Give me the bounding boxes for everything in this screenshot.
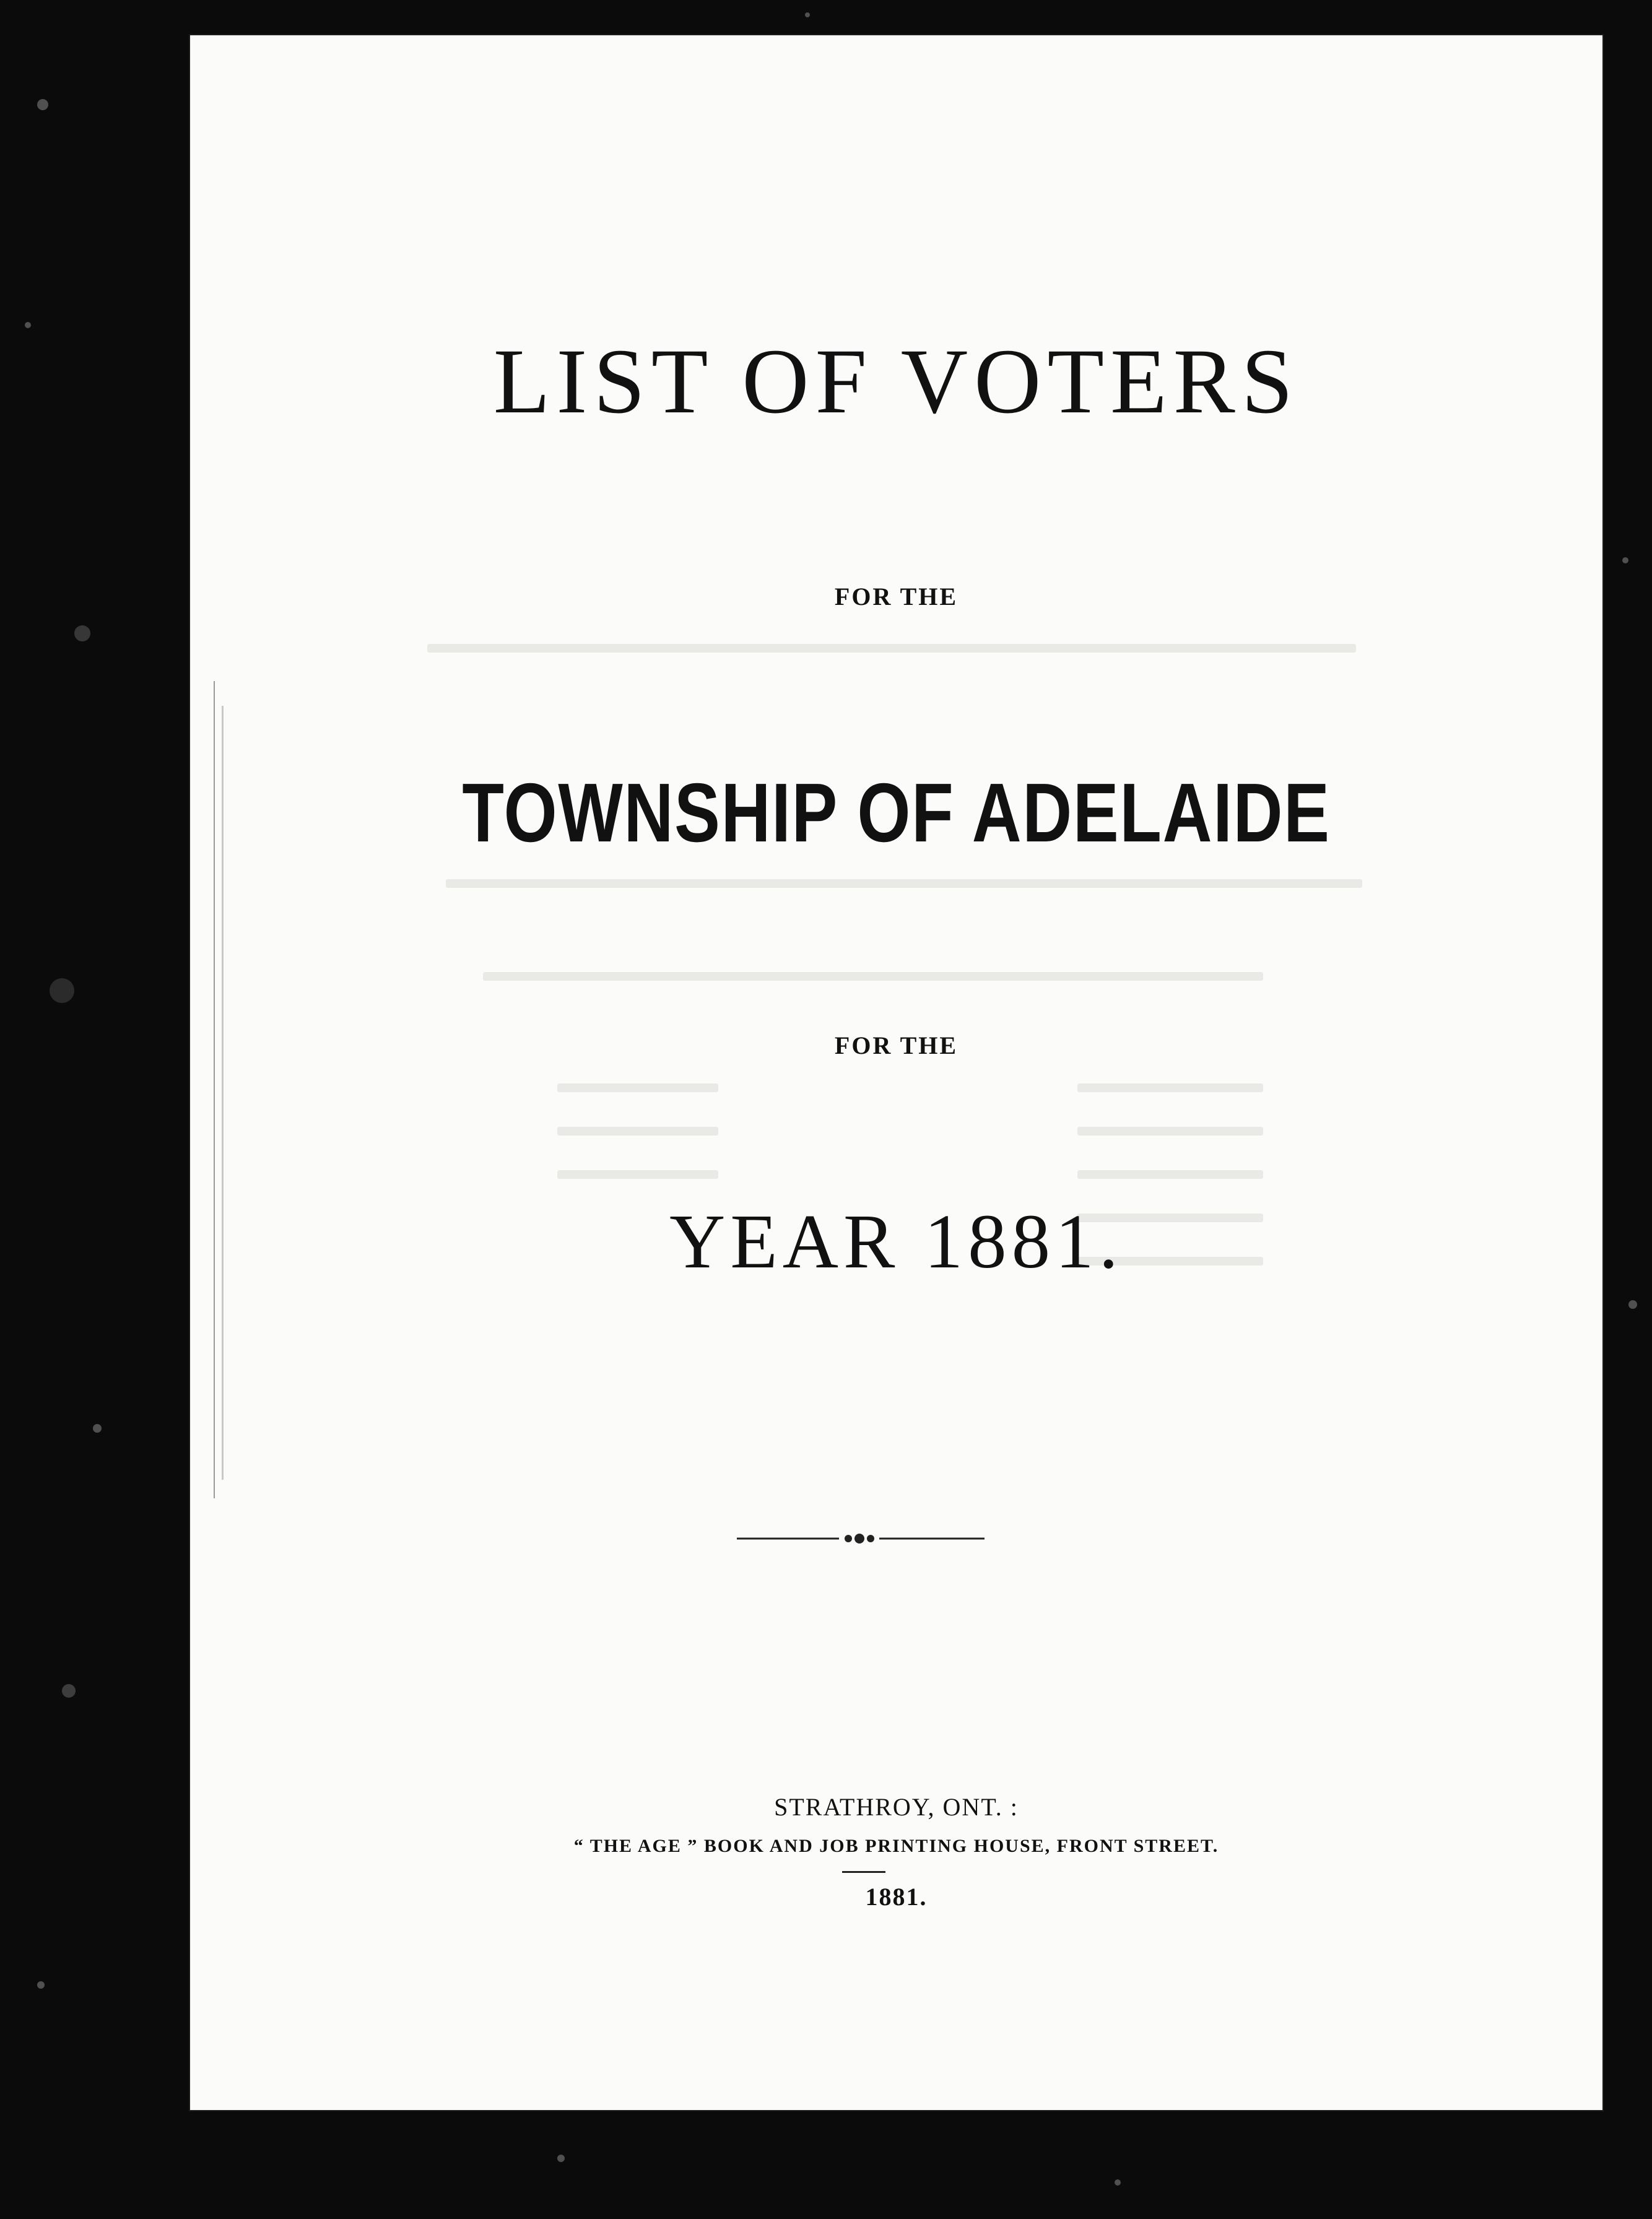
imprint-printing-house: “ THE AGE ” BOOK AND JOB PRINTING HOUSE, FRONT STREET. <box>573 1836 1219 1856</box>
township-name: TOWNSHIP OF ADELAIDE <box>462 766 1331 859</box>
film-speck <box>1115 2179 1121 2186</box>
binding-edge <box>214 681 215 1498</box>
bleed-through-line <box>446 879 1362 888</box>
bleed-through-line <box>1077 1083 1263 1092</box>
film-speck <box>557 2155 565 2162</box>
film-speck <box>1622 557 1628 563</box>
binding-edge <box>222 706 224 1480</box>
for-the-label: FOR THE <box>834 583 959 610</box>
film-speck <box>805 12 810 17</box>
year-heading: YEAR 1881. <box>669 1199 1123 1285</box>
film-speck <box>93 1424 102 1433</box>
for-the-label: FOR THE <box>834 1031 959 1059</box>
film-speck <box>50 978 74 1003</box>
bleed-through-line <box>483 972 1263 981</box>
imprint-place: STRATHROY, ONT. : <box>774 1793 1019 1821</box>
film-speck <box>1628 1300 1637 1309</box>
film-speck <box>37 99 48 110</box>
bleed-through-line <box>1077 1127 1263 1136</box>
film-speck <box>25 322 31 328</box>
bleed-through-line <box>1077 1170 1263 1179</box>
ornamental-rule <box>737 1529 985 1548</box>
bleed-through-line <box>557 1083 718 1092</box>
film-speck <box>74 625 90 641</box>
bleed-through-line <box>557 1127 718 1136</box>
bleed-through-line <box>557 1170 718 1179</box>
imprint-rule <box>842 1871 885 1873</box>
bleed-through-line <box>427 644 1356 653</box>
document-title: LIST OF VOTERS <box>493 330 1300 433</box>
imprint-year: 1881. <box>865 1883 928 1911</box>
film-speck <box>62 1684 76 1698</box>
film-speck <box>37 1981 45 1989</box>
